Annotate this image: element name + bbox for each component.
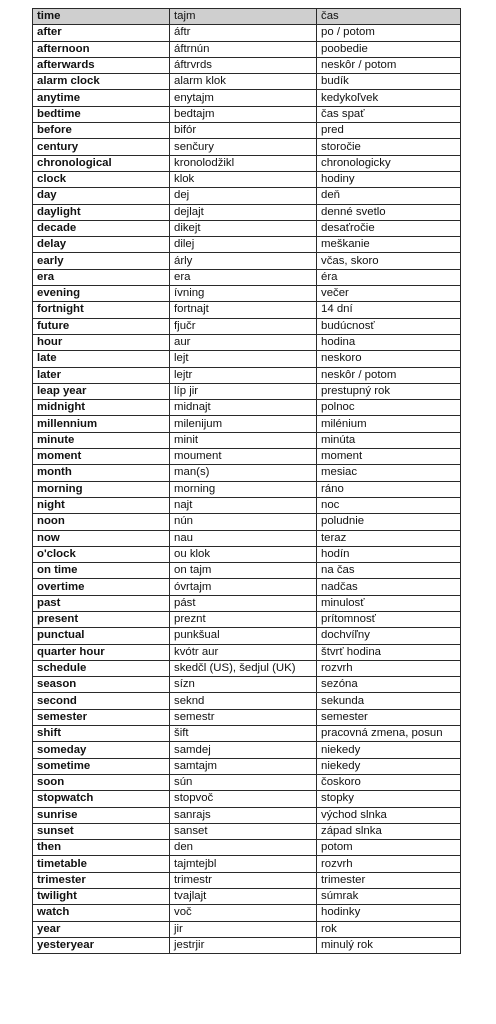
- pronunciation: skedčl (US), šedjul (UK): [170, 660, 317, 676]
- english-word: sometime: [33, 758, 170, 774]
- table-row: [33, 856, 461, 872]
- table-row: [33, 188, 461, 204]
- table-row: [33, 481, 461, 497]
- table-row: [33, 726, 461, 742]
- english-word: century: [33, 139, 170, 155]
- pronunciation: kronolodžikl: [170, 155, 317, 171]
- pronunciation: den: [170, 840, 317, 856]
- table-row: [33, 465, 461, 481]
- table-row: [33, 611, 461, 627]
- pronunciation: dikejt: [170, 220, 317, 236]
- slovak-translation: minulosť: [317, 595, 461, 611]
- table-row: [33, 693, 461, 709]
- english-word: clock: [33, 171, 170, 187]
- pronunciation: voč: [170, 905, 317, 921]
- slovak-translation: rozvrh: [317, 856, 461, 872]
- table-row: [33, 937, 461, 953]
- slovak-translation: niekedy: [317, 758, 461, 774]
- slovak-translation: neskôr / potom: [317, 57, 461, 73]
- table-row: [33, 220, 461, 236]
- pronunciation: lejt: [170, 351, 317, 367]
- english-word: on time: [33, 563, 170, 579]
- header-pronunciation: tajm: [170, 9, 317, 25]
- table-row: [33, 709, 461, 725]
- pronunciation: kvótr aur: [170, 644, 317, 660]
- pronunciation: aur: [170, 334, 317, 350]
- slovak-translation: rok: [317, 921, 461, 937]
- pronunciation: moument: [170, 449, 317, 465]
- english-word: before: [33, 123, 170, 139]
- pronunciation: ou klok: [170, 546, 317, 562]
- slovak-translation: teraz: [317, 530, 461, 546]
- english-word: decade: [33, 220, 170, 236]
- english-word: afterwards: [33, 57, 170, 73]
- pronunciation: punkšual: [170, 628, 317, 644]
- pronunciation: nau: [170, 530, 317, 546]
- english-word: midnight: [33, 400, 170, 416]
- table-row: [33, 155, 461, 171]
- slovak-translation: 14 dní: [317, 302, 461, 318]
- english-word: millennium: [33, 416, 170, 432]
- table-row: [33, 204, 461, 220]
- table-row: [33, 563, 461, 579]
- slovak-translation: ráno: [317, 481, 461, 497]
- table-row: [33, 41, 461, 57]
- pronunciation: líp jir: [170, 383, 317, 399]
- table-row: [33, 758, 461, 774]
- pronunciation: dej: [170, 188, 317, 204]
- pronunciation: dilej: [170, 237, 317, 253]
- header-english: time: [33, 9, 170, 25]
- pronunciation: sanset: [170, 823, 317, 839]
- english-word: bedtime: [33, 106, 170, 122]
- slovak-translation: stopky: [317, 791, 461, 807]
- english-word: trimester: [33, 872, 170, 888]
- table-row: [33, 628, 461, 644]
- table-row: [33, 514, 461, 530]
- pronunciation: áftrnún: [170, 41, 317, 57]
- english-word: second: [33, 693, 170, 709]
- header-slovak: čas: [317, 9, 461, 25]
- english-word: night: [33, 497, 170, 513]
- pronunciation: pást: [170, 595, 317, 611]
- slovak-translation: potom: [317, 840, 461, 856]
- table-row: [33, 25, 461, 41]
- english-word: minute: [33, 432, 170, 448]
- pronunciation: semestr: [170, 709, 317, 725]
- slovak-translation: rozvrh: [317, 660, 461, 676]
- table-row: [33, 351, 461, 367]
- english-word: year: [33, 921, 170, 937]
- english-word: watch: [33, 905, 170, 921]
- pronunciation: šift: [170, 726, 317, 742]
- slovak-translation: sezóna: [317, 677, 461, 693]
- slovak-translation: poludnie: [317, 514, 461, 530]
- pronunciation: áftr: [170, 25, 317, 41]
- pronunciation: minit: [170, 432, 317, 448]
- table-row: [33, 139, 461, 155]
- slovak-translation: hodín: [317, 546, 461, 562]
- pronunciation: milenijum: [170, 416, 317, 432]
- table-row: [33, 807, 461, 823]
- english-word: past: [33, 595, 170, 611]
- table-row: [33, 595, 461, 611]
- table-row: [33, 383, 461, 399]
- slovak-translation: mesiac: [317, 465, 461, 481]
- english-word: era: [33, 269, 170, 285]
- slovak-translation: štvrť hodina: [317, 644, 461, 660]
- english-word: now: [33, 530, 170, 546]
- slovak-translation: sekunda: [317, 693, 461, 709]
- english-word: someday: [33, 742, 170, 758]
- slovak-translation: na čas: [317, 563, 461, 579]
- table-row: [33, 253, 461, 269]
- english-word: punctual: [33, 628, 170, 644]
- slovak-translation: polnoc: [317, 400, 461, 416]
- english-word: chronological: [33, 155, 170, 171]
- slovak-translation: noc: [317, 497, 461, 513]
- english-word: fortnight: [33, 302, 170, 318]
- slovak-translation: neskoro: [317, 351, 461, 367]
- english-word: twilight: [33, 889, 170, 905]
- english-word: day: [33, 188, 170, 204]
- pronunciation: seknd: [170, 693, 317, 709]
- pronunciation: fjučr: [170, 318, 317, 334]
- pronunciation: morning: [170, 481, 317, 497]
- table-row: [33, 106, 461, 122]
- slovak-translation: minulý rok: [317, 937, 461, 953]
- english-word: anytime: [33, 90, 170, 106]
- table-row: [33, 432, 461, 448]
- table-row: [33, 269, 461, 285]
- english-word: early: [33, 253, 170, 269]
- slovak-translation: éra: [317, 269, 461, 285]
- table-row: [33, 57, 461, 73]
- english-word: future: [33, 318, 170, 334]
- table-row: [33, 823, 461, 839]
- english-word: soon: [33, 774, 170, 790]
- slovak-translation: prítomnosť: [317, 611, 461, 627]
- pronunciation: áftrvrds: [170, 57, 317, 73]
- slovak-translation: poobedie: [317, 41, 461, 57]
- table-row: [33, 302, 461, 318]
- table-row: [33, 677, 461, 693]
- slovak-translation: hodina: [317, 334, 461, 350]
- pronunciation: sanrajs: [170, 807, 317, 823]
- table-row: [33, 416, 461, 432]
- table-row: [33, 334, 461, 350]
- table-row: [33, 889, 461, 905]
- table-row: [33, 497, 461, 513]
- slovak-translation: meškanie: [317, 237, 461, 253]
- slovak-translation: pracovná zmena, posun: [317, 726, 461, 742]
- slovak-translation: chronologicky: [317, 155, 461, 171]
- slovak-translation: denné svetlo: [317, 204, 461, 220]
- slovak-translation: čoskoro: [317, 774, 461, 790]
- slovak-translation: desaťročie: [317, 220, 461, 236]
- pronunciation: stopvoč: [170, 791, 317, 807]
- pronunciation: midnajt: [170, 400, 317, 416]
- pronunciation: preznt: [170, 611, 317, 627]
- slovak-translation: nadčas: [317, 579, 461, 595]
- english-word: alarm clock: [33, 74, 170, 90]
- table-row: [33, 579, 461, 595]
- table-row: [33, 449, 461, 465]
- slovak-translation: včas, skoro: [317, 253, 461, 269]
- pronunciation: najt: [170, 497, 317, 513]
- slovak-translation: budúcnosť: [317, 318, 461, 334]
- table-row: [33, 644, 461, 660]
- slovak-translation: storočie: [317, 139, 461, 155]
- pronunciation: dejlajt: [170, 204, 317, 220]
- english-word: later: [33, 367, 170, 383]
- pronunciation: enytajm: [170, 90, 317, 106]
- table-row: [33, 840, 461, 856]
- pronunciation: on tajm: [170, 563, 317, 579]
- table-row: [33, 318, 461, 334]
- slovak-translation: západ slnka: [317, 823, 461, 839]
- slovak-translation: prestupný rok: [317, 383, 461, 399]
- slovak-translation: čas spať: [317, 106, 461, 122]
- pronunciation: trimestr: [170, 872, 317, 888]
- pronunciation: lejtr: [170, 367, 317, 383]
- slovak-translation: semester: [317, 709, 461, 725]
- english-word: month: [33, 465, 170, 481]
- pronunciation: fortnajt: [170, 302, 317, 318]
- table-row: [33, 367, 461, 383]
- english-word: semester: [33, 709, 170, 725]
- pronunciation: ívning: [170, 286, 317, 302]
- table-body: [33, 25, 461, 954]
- slovak-translation: niekedy: [317, 742, 461, 758]
- english-word: hour: [33, 334, 170, 350]
- slovak-translation: moment: [317, 449, 461, 465]
- slovak-translation: trimester: [317, 872, 461, 888]
- slovak-translation: večer: [317, 286, 461, 302]
- slovak-translation: po / potom: [317, 25, 461, 41]
- slovak-translation: dochvíľny: [317, 628, 461, 644]
- english-word: late: [33, 351, 170, 367]
- table-row: [33, 90, 461, 106]
- english-word: then: [33, 840, 170, 856]
- table-row: [33, 791, 461, 807]
- english-word: afternoon: [33, 41, 170, 57]
- pronunciation: jir: [170, 921, 317, 937]
- english-word: daylight: [33, 204, 170, 220]
- english-word: yesteryear: [33, 937, 170, 953]
- pronunciation: sízn: [170, 677, 317, 693]
- english-word: moment: [33, 449, 170, 465]
- header-row: [33, 9, 461, 25]
- slovak-translation: súmrak: [317, 889, 461, 905]
- slovak-translation: východ slnka: [317, 807, 461, 823]
- english-word: leap year: [33, 383, 170, 399]
- english-word: noon: [33, 514, 170, 530]
- vocabulary-table: [32, 8, 461, 954]
- pronunciation: man(s): [170, 465, 317, 481]
- table-row: [33, 286, 461, 302]
- table-row: [33, 546, 461, 562]
- pronunciation: samtajm: [170, 758, 317, 774]
- slovak-translation: deň: [317, 188, 461, 204]
- table-row: [33, 660, 461, 676]
- pronunciation: tajmtejbl: [170, 856, 317, 872]
- english-word: stopwatch: [33, 791, 170, 807]
- table-row: [33, 774, 461, 790]
- slovak-translation: milénium: [317, 416, 461, 432]
- pronunciation: klok: [170, 171, 317, 187]
- pronunciation: árly: [170, 253, 317, 269]
- table-row: [33, 872, 461, 888]
- pronunciation: bedtajm: [170, 106, 317, 122]
- table-row: [33, 237, 461, 253]
- table-row: [33, 921, 461, 937]
- table-header: [33, 9, 461, 25]
- pronunciation: óvrtajm: [170, 579, 317, 595]
- english-word: delay: [33, 237, 170, 253]
- english-word: timetable: [33, 856, 170, 872]
- english-word: morning: [33, 481, 170, 497]
- pronunciation: bifór: [170, 123, 317, 139]
- pronunciation: senčury: [170, 139, 317, 155]
- table-row: [33, 530, 461, 546]
- slovak-translation: minúta: [317, 432, 461, 448]
- table-row: [33, 123, 461, 139]
- english-word: evening: [33, 286, 170, 302]
- english-word: shift: [33, 726, 170, 742]
- slovak-translation: pred: [317, 123, 461, 139]
- table-row: [33, 742, 461, 758]
- table-row: [33, 171, 461, 187]
- pronunciation: sún: [170, 774, 317, 790]
- pronunciation: alarm klok: [170, 74, 317, 90]
- slovak-translation: budík: [317, 74, 461, 90]
- pronunciation: tvajlajt: [170, 889, 317, 905]
- pronunciation: jestrjir: [170, 937, 317, 953]
- pronunciation: nún: [170, 514, 317, 530]
- english-word: after: [33, 25, 170, 41]
- english-word: overtime: [33, 579, 170, 595]
- table-row: [33, 905, 461, 921]
- english-word: present: [33, 611, 170, 627]
- table-row: [33, 74, 461, 90]
- pronunciation: era: [170, 269, 317, 285]
- slovak-translation: hodinky: [317, 905, 461, 921]
- english-word: quarter hour: [33, 644, 170, 660]
- english-word: o'clock: [33, 546, 170, 562]
- slovak-translation: neskôr / potom: [317, 367, 461, 383]
- table-row: [33, 400, 461, 416]
- english-word: schedule: [33, 660, 170, 676]
- slovak-translation: kedykoľvek: [317, 90, 461, 106]
- english-word: sunset: [33, 823, 170, 839]
- english-word: sunrise: [33, 807, 170, 823]
- english-word: season: [33, 677, 170, 693]
- slovak-translation: hodiny: [317, 171, 461, 187]
- vocabulary-sheet: [32, 8, 460, 954]
- pronunciation: samdej: [170, 742, 317, 758]
